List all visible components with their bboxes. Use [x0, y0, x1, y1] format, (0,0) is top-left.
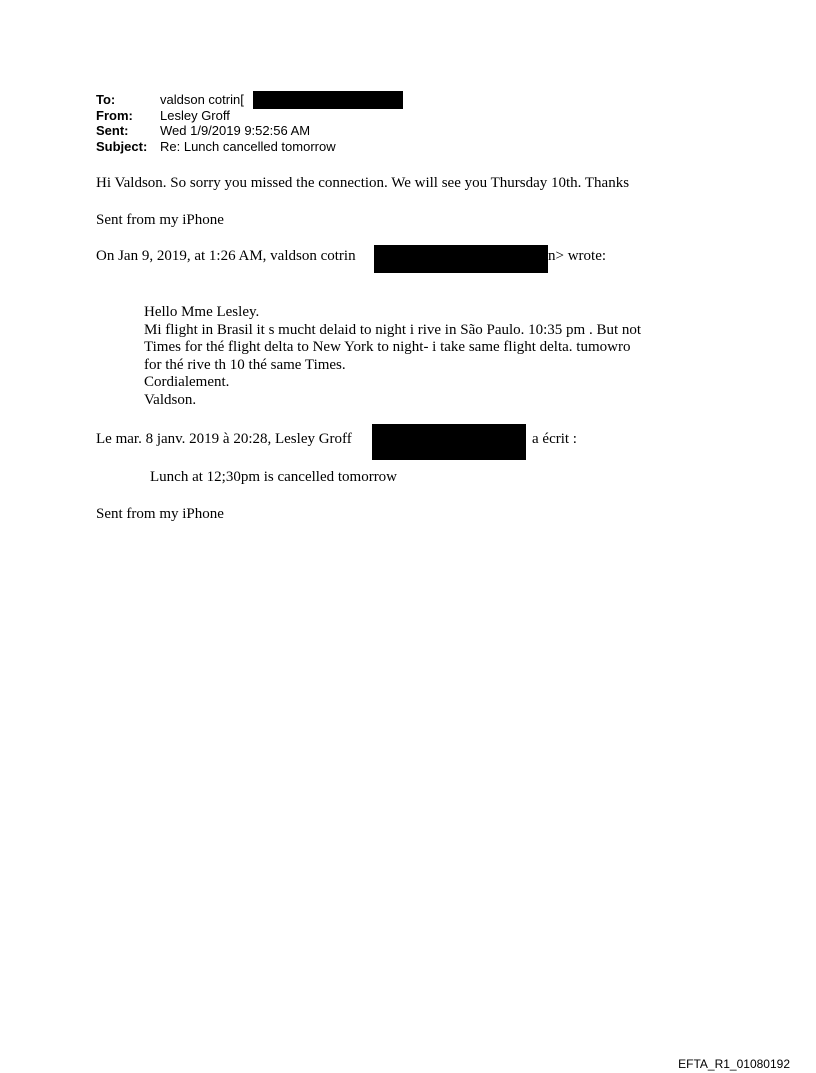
from-value: Lesley Groff: [160, 107, 230, 123]
attribution-1: [96, 247, 356, 265]
original-message: Lunch at 12;30pm is cancelled tomorrow: [150, 469, 398, 485]
quoted-line: Mi flight in Brasil it s mucht delaid to night i rive in São Paulo. 10:35 pm . But not: [144, 321, 642, 338]
sent-row: [96, 123, 397, 139]
attribution-2: Le mar. 8 janv. 2019 à 20:28, Lesley Groff: [96, 431, 352, 447]
quoted-line: Hello Mme Lesley.: [144, 304, 260, 320]
attribution-1-end: [548, 247, 606, 265]
reply-text: Hi Valdson. So sorry you missed the connection. We will see you Thursday 10th. Thanks: [96, 175, 630, 191]
groff-email-redaction: [372, 424, 526, 460]
from-row: [96, 108, 397, 124]
signature-2: Sent from my iPhone: [96, 506, 224, 522]
subject-label: Subject:: [96, 138, 148, 154]
quoted-line: Valdson.: [144, 391, 197, 408]
document-id: EFTA_R1_01080192: [678, 1057, 790, 1071]
attribution-1-tail: n: [548, 248, 556, 264]
subject-row: [96, 139, 397, 155]
quoted-line: Cordialement.: [144, 374, 230, 390]
quoted-line: Times for thé flight delta to New York to night- i take same flight delta. tumowro: [144, 339, 631, 355]
sent-label: Sent:: [96, 123, 129, 138]
attribution-2-end: a écrit :: [532, 431, 577, 447]
attribution-1-start: On Jan 9, 2019, at 1:26 AM, valdson cotrin: [96, 248, 356, 264]
subject-value: Re: Lunch cancelled tomorrow: [160, 138, 336, 154]
to-label: To:: [96, 92, 116, 107]
from-label: From:: [96, 107, 133, 123]
attribution-1-wrote: > wrote:: [555, 248, 607, 264]
sender-email-redaction: [374, 245, 548, 273]
to-value-start: valdson cotrin[: [160, 92, 244, 107]
sent-value: Wed 1/9/2019 9:52:56 AM: [160, 123, 311, 138]
quoted-message: [144, 304, 641, 409]
signature-1: Sent from my iPhone: [96, 212, 224, 228]
to-email-redaction: [253, 91, 403, 109]
quoted-line: for thé rive th 10 thé same Times.: [144, 356, 346, 373]
